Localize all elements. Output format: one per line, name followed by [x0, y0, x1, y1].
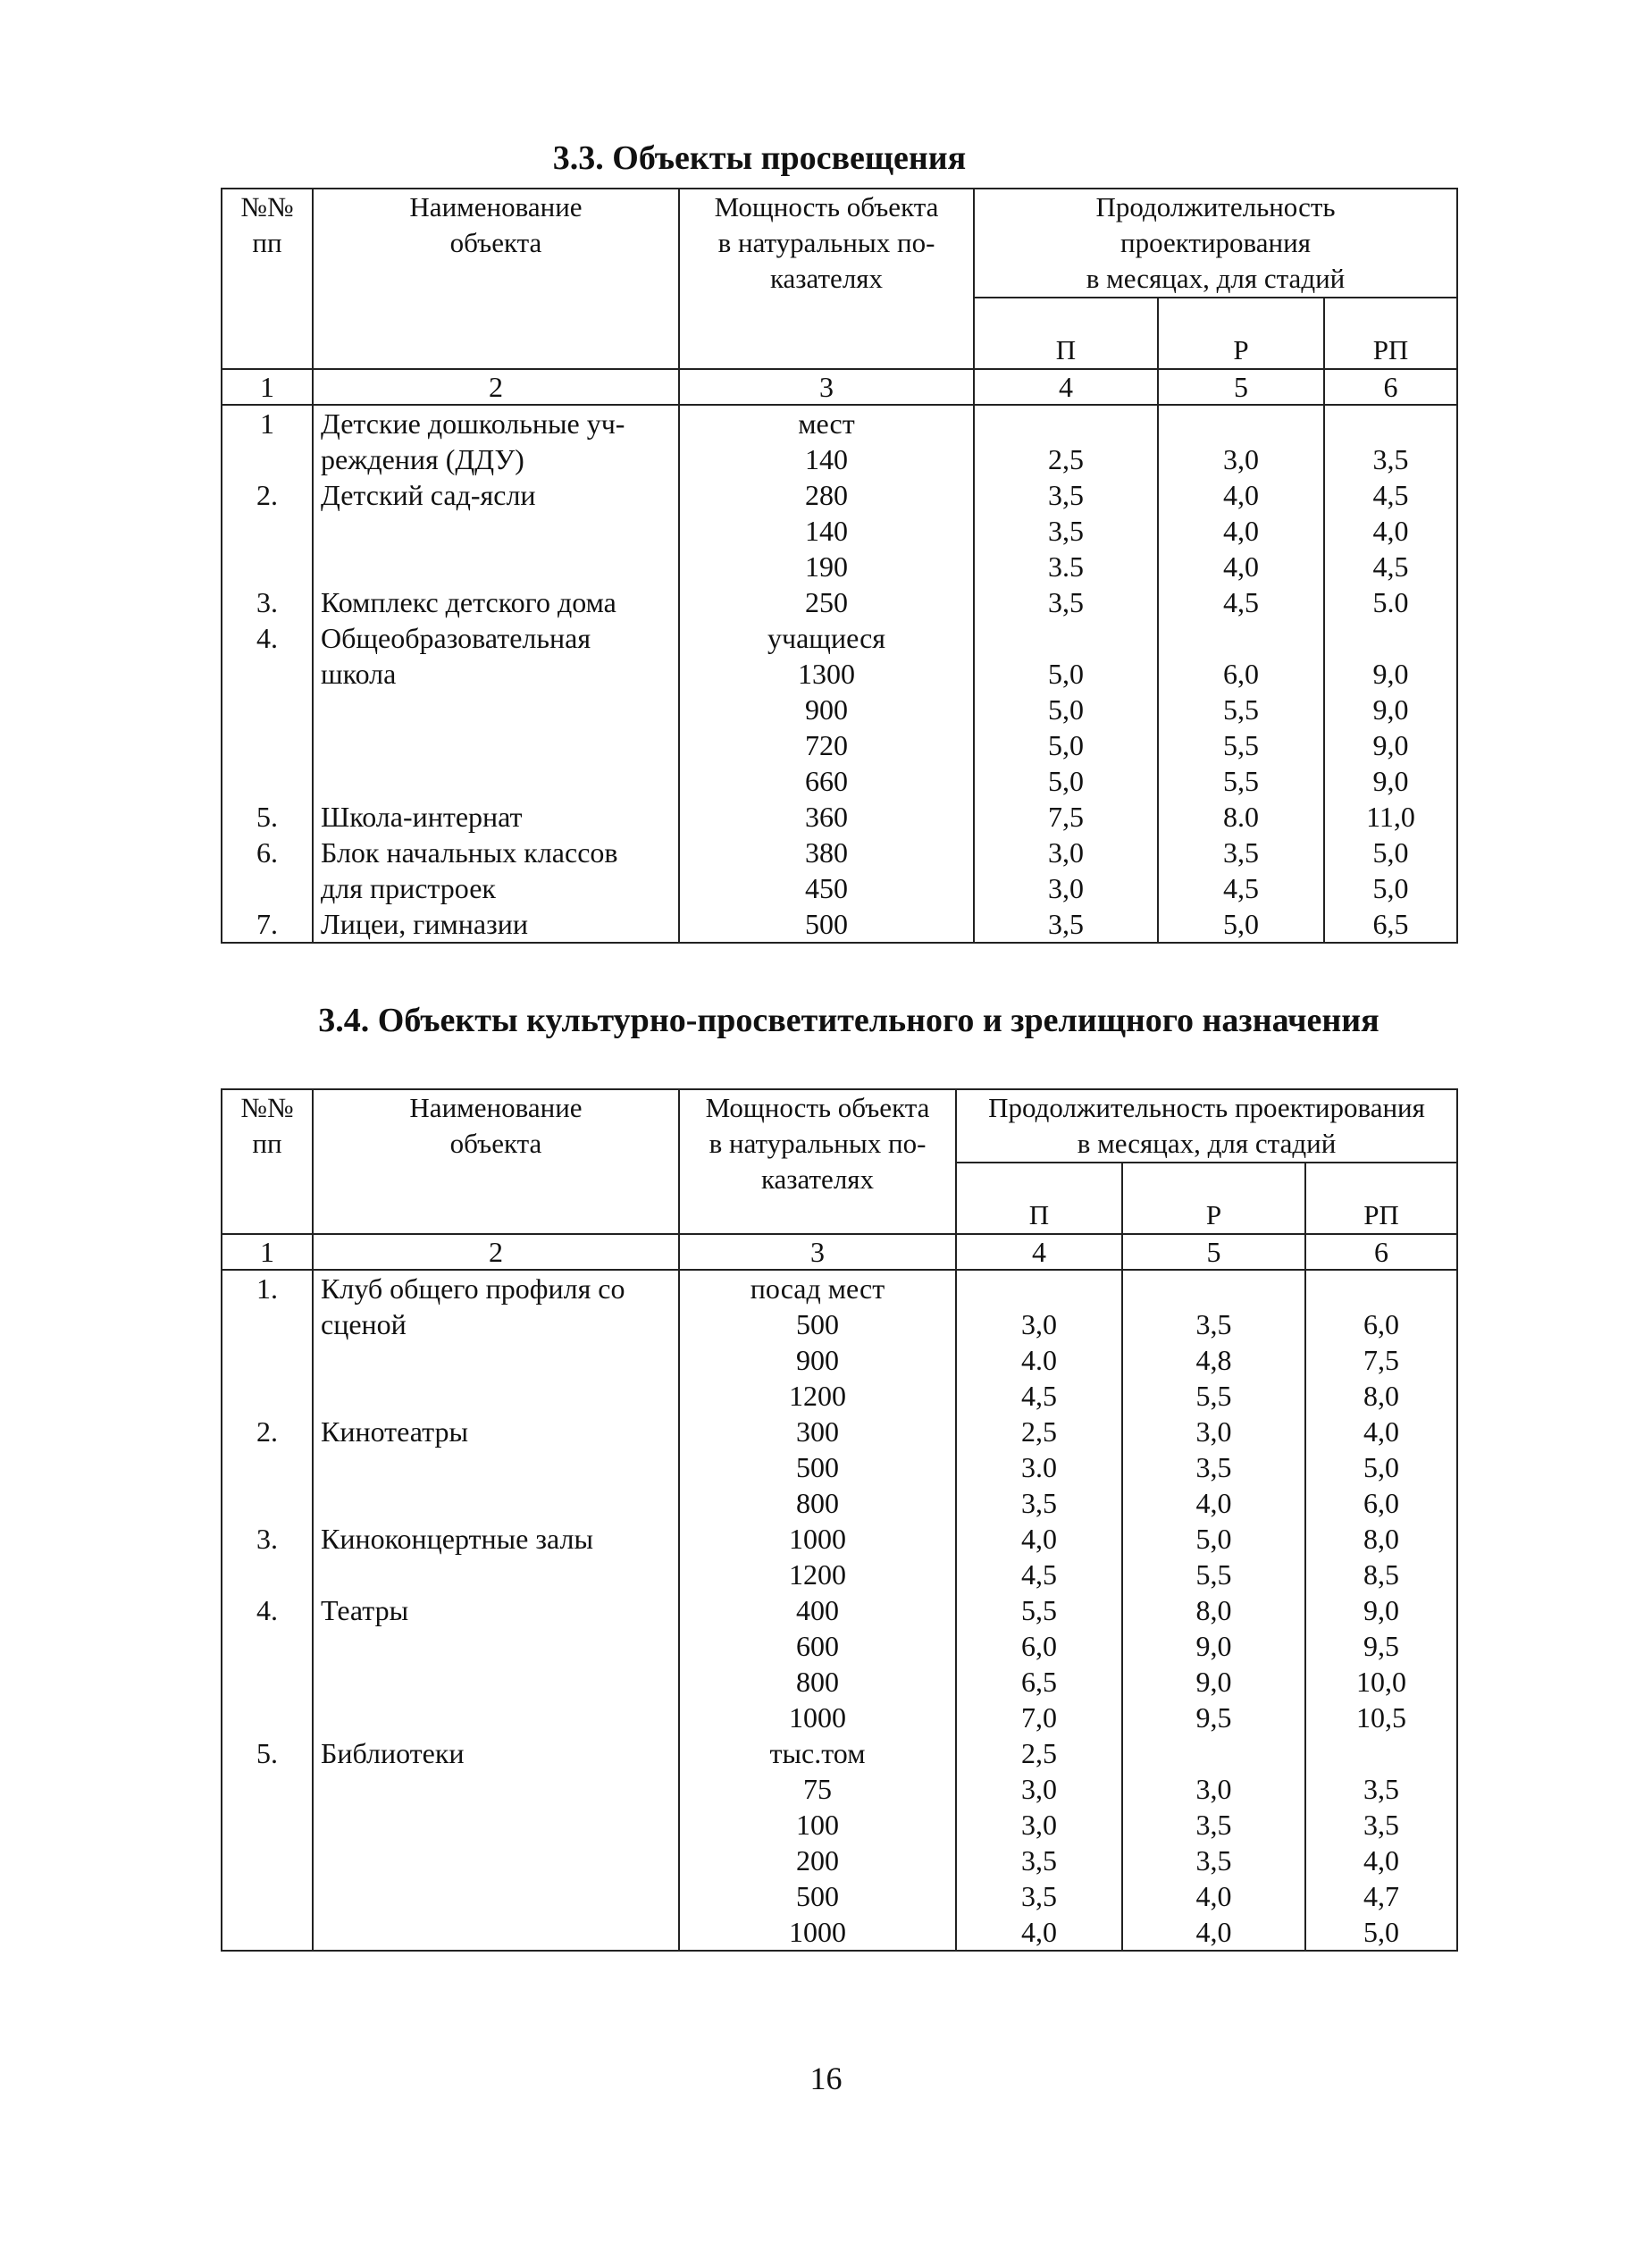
row-number [222, 692, 313, 727]
stage-rp-value: 11,0 [1324, 799, 1457, 835]
stage-r-value: 4,0 [1158, 513, 1324, 549]
stage-p-value: 7,0 [956, 1700, 1122, 1735]
column-number-cell: 6 [1324, 369, 1457, 405]
object-name: Кинотеатры [313, 1414, 679, 1449]
stage-p-value: 5,0 [974, 692, 1158, 727]
table-row [222, 1485, 1457, 1521]
column-number-cell: 1 [222, 369, 313, 405]
table-row [222, 1378, 1457, 1414]
object-name [313, 1342, 679, 1378]
stage-p-value: 6,5 [956, 1664, 1122, 1700]
stage-rp-value: 9,5 [1305, 1628, 1457, 1664]
row-number [222, 441, 313, 477]
table-row [222, 549, 1457, 584]
object-name [313, 1378, 679, 1414]
stage-rp-value: 10,0 [1305, 1664, 1457, 1700]
stage-rp-value: 9,0 [1324, 692, 1457, 727]
stage-p-value: 3,5 [974, 513, 1158, 549]
stage-p-value [974, 620, 1158, 656]
table-row [222, 1843, 1457, 1878]
capacity: 660 [679, 763, 974, 799]
stage-rp-value: 6,0 [1305, 1306, 1457, 1342]
stage-p-value: 2,5 [974, 441, 1158, 477]
capacity: 500 [679, 1306, 956, 1342]
stage-p-value: 3,5 [956, 1843, 1122, 1878]
column-number-cell: 3 [679, 1234, 956, 1270]
table-row [222, 405, 1457, 441]
column-numbers-row [222, 369, 1457, 405]
stage-rp-value: 4,5 [1324, 477, 1457, 513]
row-number: 4. [222, 1592, 313, 1628]
stage-p-value: 5,0 [974, 727, 1158, 763]
object-name [313, 1843, 679, 1878]
row-number: 1 [222, 405, 313, 441]
column-number-cell: 2 [313, 369, 679, 405]
table-row [222, 1628, 1457, 1664]
stage-r-value: 3,5 [1122, 1843, 1305, 1878]
stage-rp-value: 5,0 [1324, 835, 1457, 870]
column-number-cell: 2 [313, 1234, 679, 1270]
col-header-duration: Продолжительность проектирования в месяцах, для стадий [956, 1089, 1457, 1163]
stage-r-value [1158, 405, 1324, 441]
capacity: тыс.том [679, 1735, 956, 1771]
capacity: 800 [679, 1485, 956, 1521]
object-name [313, 513, 679, 549]
stage-rp-value: 5.0 [1324, 584, 1457, 620]
stage-rp-value: 3,5 [1305, 1807, 1457, 1843]
stage-r-value: 9,0 [1122, 1628, 1305, 1664]
stage-rp-value [1305, 1270, 1457, 1306]
stage-rp-value: 9,0 [1324, 656, 1457, 692]
object-name: Лицеи, гимназии [313, 906, 679, 943]
stage-r-value: 5,0 [1158, 906, 1324, 943]
stage-r-value: 5,5 [1158, 763, 1324, 799]
table-row [222, 870, 1457, 906]
stage-r-value: 3,5 [1122, 1807, 1305, 1843]
table-row [222, 1592, 1457, 1628]
stage-rp-value: 5,0 [1305, 1914, 1457, 1951]
row-number [222, 1878, 313, 1914]
stage-rp-value: 5,0 [1305, 1449, 1457, 1485]
object-name [313, 763, 679, 799]
capacity: 450 [679, 870, 974, 906]
object-name: Школа-интернат [313, 799, 679, 835]
stage-p-value: 3.5 [974, 549, 1158, 584]
education-objects-table [221, 188, 1458, 944]
stage-p-value [956, 1270, 1122, 1306]
column-number-cell: 3 [679, 369, 974, 405]
table-row [222, 692, 1457, 727]
stage-r-value: 5,5 [1122, 1378, 1305, 1414]
table-row [222, 1342, 1457, 1378]
table-row [222, 1771, 1457, 1807]
stage-p-value: 4,0 [956, 1914, 1122, 1951]
object-name: Театры [313, 1592, 679, 1628]
table-row [222, 1807, 1457, 1843]
column-number-cell: 1 [222, 1234, 313, 1270]
object-name [313, 1914, 679, 1951]
row-number [222, 1843, 313, 1878]
object-name: Общеобразовательная [313, 620, 679, 656]
column-number-cell: 4 [974, 369, 1158, 405]
object-name [313, 1807, 679, 1843]
row-number [222, 1485, 313, 1521]
table-row [222, 1700, 1457, 1735]
stage-rp-value: 7,5 [1305, 1342, 1457, 1378]
capacity: мест [679, 405, 974, 441]
stage-rp-value: 3,5 [1305, 1771, 1457, 1807]
table-row [222, 1270, 1457, 1306]
stage-r-value [1158, 620, 1324, 656]
table-row [222, 727, 1457, 763]
capacity: 1200 [679, 1557, 956, 1592]
table-row [222, 477, 1457, 513]
capacity: 900 [679, 1342, 956, 1378]
col-header-no: №№ пп [222, 189, 313, 369]
col-header-stage-rp: РП [1324, 298, 1457, 369]
stage-rp-value: 4,0 [1324, 513, 1457, 549]
stage-r-value: 4,0 [1158, 549, 1324, 584]
col-header-capacity: Мощность объекта в натуральных по- казателях [679, 189, 974, 369]
row-number [222, 870, 313, 906]
stage-p-value: 3,5 [974, 584, 1158, 620]
stage-r-value: 4,8 [1122, 1342, 1305, 1378]
table-body [222, 405, 1457, 943]
stage-rp-value: 9,0 [1324, 727, 1457, 763]
stage-p-value: 5,0 [974, 763, 1158, 799]
capacity: 75 [679, 1771, 956, 1807]
table-row [222, 584, 1457, 620]
stage-p-value [974, 405, 1158, 441]
stage-rp-value: 4,0 [1305, 1414, 1457, 1449]
row-number: 1. [222, 1270, 313, 1306]
stage-rp-value: 4,0 [1305, 1843, 1457, 1878]
stage-p-value: 3,0 [974, 835, 1158, 870]
capacity: 140 [679, 441, 974, 477]
row-number [222, 513, 313, 549]
stage-p-value: 2,5 [956, 1735, 1122, 1771]
stage-r-value: 4,5 [1158, 870, 1324, 906]
stage-rp-value: 4,5 [1324, 549, 1457, 584]
object-name [313, 1700, 679, 1735]
col-header-stage-rp: РП [1305, 1163, 1457, 1234]
stage-r-value: 4,0 [1122, 1878, 1305, 1914]
capacity: 720 [679, 727, 974, 763]
object-name: Детские дошкольные уч- [313, 405, 679, 441]
stage-rp-value: 8,5 [1305, 1557, 1457, 1592]
object-name: школа [313, 656, 679, 692]
row-number: 7. [222, 906, 313, 943]
row-number: 6. [222, 835, 313, 870]
table-row [222, 906, 1457, 943]
stage-p-value: 4,0 [956, 1521, 1122, 1557]
capacity: 100 [679, 1807, 956, 1843]
col-header-stage-p: П [974, 298, 1158, 369]
stage-p-value: 4,5 [956, 1557, 1122, 1592]
stage-r-value: 9,5 [1122, 1700, 1305, 1735]
stage-r-value: 3,0 [1158, 441, 1324, 477]
row-number [222, 1628, 313, 1664]
stage-r-value: 5,5 [1122, 1557, 1305, 1592]
row-number [222, 1342, 313, 1378]
row-number: 2. [222, 477, 313, 513]
capacity: 360 [679, 799, 974, 835]
capacity: 400 [679, 1592, 956, 1628]
stage-r-value: 3,0 [1122, 1771, 1305, 1807]
stage-p-value: 4.0 [956, 1342, 1122, 1378]
object-name [313, 1557, 679, 1592]
row-number [222, 1700, 313, 1735]
stage-p-value: 5,5 [956, 1592, 1122, 1628]
column-number-cell: 4 [956, 1234, 1122, 1270]
stage-r-value: 4,5 [1158, 584, 1324, 620]
row-number [222, 1914, 313, 1951]
object-name: Детский сад-ясли [313, 477, 679, 513]
stage-rp-value: 6,0 [1305, 1485, 1457, 1521]
row-number [222, 1378, 313, 1414]
stage-r-value: 4,0 [1122, 1485, 1305, 1521]
object-name: Библиотеки [313, 1735, 679, 1771]
row-number: 3. [222, 584, 313, 620]
stage-p-value: 7,5 [974, 799, 1158, 835]
capacity: 1000 [679, 1700, 956, 1735]
capacity: 190 [679, 549, 974, 584]
table-row [222, 1306, 1457, 1342]
object-name: реждения (ДДУ) [313, 441, 679, 477]
column-numbers-row [222, 1234, 1457, 1270]
row-number [222, 549, 313, 584]
table-row [222, 1735, 1457, 1771]
capacity: 200 [679, 1843, 956, 1878]
col-header-stage-r: Р [1122, 1163, 1305, 1234]
table-row [222, 799, 1457, 835]
stage-p-value: 3,0 [974, 870, 1158, 906]
object-name [313, 1628, 679, 1664]
section-title-3-4: 3.4. Объекты культурно-просветительного и зрелищного назначения [318, 1002, 1379, 1039]
object-name [313, 1449, 679, 1485]
capacity: 1300 [679, 656, 974, 692]
object-name: для пристроек [313, 870, 679, 906]
row-number: 3. [222, 1521, 313, 1557]
table-row [222, 513, 1457, 549]
table-row [222, 656, 1457, 692]
stage-rp-value [1305, 1735, 1457, 1771]
column-number-cell: 6 [1305, 1234, 1457, 1270]
table-body [222, 1270, 1457, 1951]
row-number [222, 656, 313, 692]
table-row [222, 1914, 1457, 1951]
stage-p-value: 3.0 [956, 1449, 1122, 1485]
stage-rp-value: 4,7 [1305, 1878, 1457, 1914]
capacity: 600 [679, 1628, 956, 1664]
stage-r-value: 3,5 [1122, 1306, 1305, 1342]
col-header-duration: Продолжительность проектирования в месяцах, для стадий [974, 189, 1457, 298]
stage-rp-value: 10,5 [1305, 1700, 1457, 1735]
row-number [222, 727, 313, 763]
capacity: 300 [679, 1414, 956, 1449]
capacity: посад мест [679, 1270, 956, 1306]
col-header-stage-p: П [956, 1163, 1122, 1234]
object-name [313, 1664, 679, 1700]
stage-p-value: 3,5 [974, 906, 1158, 943]
table-row [222, 1414, 1457, 1449]
row-number [222, 763, 313, 799]
table-row [222, 763, 1457, 799]
object-name [313, 727, 679, 763]
capacity: 1000 [679, 1521, 956, 1557]
stage-p-value: 6,0 [956, 1628, 1122, 1664]
row-number: 5. [222, 799, 313, 835]
stage-p-value: 3,0 [956, 1771, 1122, 1807]
section-title-3-3: 3.3. Объекты просвещения [552, 139, 967, 177]
stage-r-value: 5,5 [1158, 692, 1324, 727]
table-row [222, 1449, 1457, 1485]
column-number-cell: 5 [1158, 369, 1324, 405]
capacity: 500 [679, 1449, 956, 1485]
row-number: 4. [222, 620, 313, 656]
stage-r-value: 3,5 [1158, 835, 1324, 870]
row-number: 5. [222, 1735, 313, 1771]
object-name: Блок начальных классов [313, 835, 679, 870]
object-name: сценой [313, 1306, 679, 1342]
stage-p-value: 3,5 [956, 1878, 1122, 1914]
stage-rp-value [1324, 620, 1457, 656]
capacity: учащиеся [679, 620, 974, 656]
table-row [222, 441, 1457, 477]
capacity: 140 [679, 513, 974, 549]
page-number: 16 [809, 2061, 843, 2096]
stage-p-value: 3,5 [974, 477, 1158, 513]
capacity: 500 [679, 906, 974, 943]
col-header-stage-r: Р [1158, 298, 1324, 369]
stage-r-value: 6,0 [1158, 656, 1324, 692]
object-name [313, 549, 679, 584]
capacity: 800 [679, 1664, 956, 1700]
capacity: 250 [679, 584, 974, 620]
stage-r-value: 8,0 [1122, 1592, 1305, 1628]
stage-r-value: 3,0 [1122, 1414, 1305, 1449]
stage-r-value: 3,5 [1122, 1449, 1305, 1485]
row-number [222, 1771, 313, 1807]
stage-p-value: 3,5 [956, 1485, 1122, 1521]
capacity: 500 [679, 1878, 956, 1914]
row-number [222, 1557, 313, 1592]
table-row [222, 620, 1457, 656]
row-number [222, 1664, 313, 1700]
table-row [222, 835, 1457, 870]
stage-p-value: 3,0 [956, 1306, 1122, 1342]
row-number: 2. [222, 1414, 313, 1449]
stage-rp-value: 8,0 [1305, 1378, 1457, 1414]
stage-r-value: 5,5 [1158, 727, 1324, 763]
stage-r-value: 4,0 [1122, 1914, 1305, 1951]
object-name: Клуб общего профиля со [313, 1270, 679, 1306]
table-row [222, 1557, 1457, 1592]
stage-rp-value [1324, 405, 1457, 441]
stage-rp-value: 9,0 [1305, 1592, 1457, 1628]
stage-rp-value: 5,0 [1324, 870, 1457, 906]
table-row [222, 1521, 1457, 1557]
object-name: Киноконцертные залы [313, 1521, 679, 1557]
stage-r-value [1122, 1270, 1305, 1306]
stage-r-value: 4,0 [1158, 477, 1324, 513]
stage-rp-value: 3,5 [1324, 441, 1457, 477]
stage-p-value: 2,5 [956, 1414, 1122, 1449]
row-number [222, 1306, 313, 1342]
capacity: 380 [679, 835, 974, 870]
stage-p-value: 5,0 [974, 656, 1158, 692]
stage-p-value: 4,5 [956, 1378, 1122, 1414]
col-header-name: Наименование объекта [313, 1089, 679, 1234]
stage-r-value: 5,0 [1122, 1521, 1305, 1557]
stage-p-value: 3,0 [956, 1807, 1122, 1843]
row-number [222, 1449, 313, 1485]
col-header-no: №№ пп [222, 1089, 313, 1234]
capacity: 1000 [679, 1914, 956, 1951]
object-name [313, 1771, 679, 1807]
table-row [222, 1878, 1457, 1914]
col-header-name: Наименование объекта [313, 189, 679, 369]
stage-rp-value: 9,0 [1324, 763, 1457, 799]
capacity: 900 [679, 692, 974, 727]
stage-rp-value: 8,0 [1305, 1521, 1457, 1557]
col-header-capacity: Мощность объекта в натуральных по- казателях [679, 1089, 956, 1234]
capacity: 1200 [679, 1378, 956, 1414]
stage-r-value [1122, 1735, 1305, 1771]
object-name: Комплекс детского дома [313, 584, 679, 620]
stage-r-value: 9,0 [1122, 1664, 1305, 1700]
stage-rp-value: 6,5 [1324, 906, 1457, 943]
column-number-cell: 5 [1122, 1234, 1305, 1270]
object-name [313, 692, 679, 727]
culture-objects-table [221, 1088, 1458, 1952]
stage-r-value: 8.0 [1158, 799, 1324, 835]
capacity: 280 [679, 477, 974, 513]
row-number [222, 1807, 313, 1843]
object-name [313, 1878, 679, 1914]
object-name [313, 1485, 679, 1521]
table-row [222, 1664, 1457, 1700]
